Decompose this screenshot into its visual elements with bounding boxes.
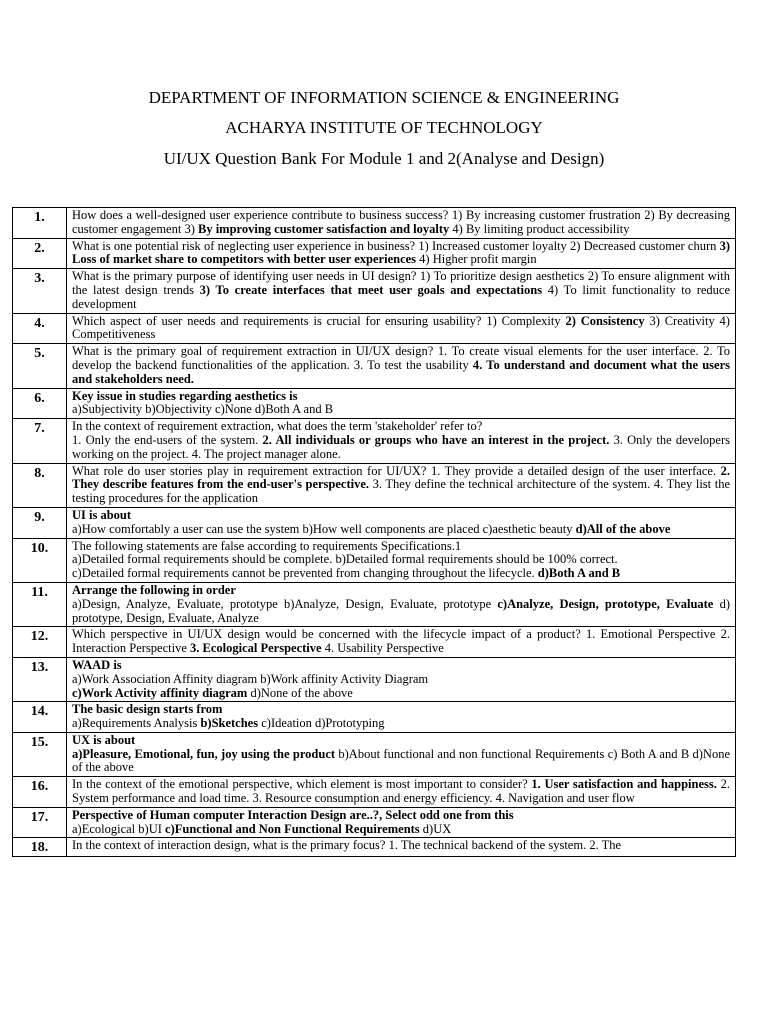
table-row — [13, 208, 736, 239]
question-text — [67, 269, 736, 313]
question-segment: c)Detailed formal requirements cannot be prevented from changing throughout the lifecycle. — [72, 566, 538, 581]
question-text — [67, 419, 736, 463]
question-segment: a)How comfortably a user can use the system b)How well components are placed c)aesthetic beauty — [72, 521, 576, 536]
question-text — [67, 344, 736, 388]
table-row — [13, 538, 736, 582]
question-segment: In the context of the emotional perspective, which element is most important to consider? — [72, 777, 532, 792]
answer-bold-text: d)Both A and B — [537, 566, 621, 581]
answer-bold-text: WAAD is — [72, 657, 122, 672]
question-segment: 3. They define the technical architecture of the system. 4. They list the testing procedures for the application — [72, 477, 730, 506]
question-segment: In the context of requirement extraction, what does the term 'stakeholder' refer to? — [72, 419, 483, 434]
question-text — [67, 702, 736, 733]
question-segment: 4) By limiting product accessibility — [449, 221, 630, 236]
table-row — [13, 807, 736, 838]
answer-bold-text: d)All of the above — [575, 521, 671, 536]
question-segment: 4) Higher profit margin — [416, 252, 537, 267]
question-segment: 3) Creativity 4) Competitiveness — [72, 313, 730, 342]
question-segment: d) prototype, Design, Evaluate, Analyze — [72, 596, 730, 625]
question-segment: The following statements are false according to requirements Specifications.1 — [72, 538, 462, 553]
answer-bold-text: UI is about — [72, 507, 132, 522]
table-row — [13, 702, 736, 733]
question-number: 7. — [13, 419, 67, 463]
question-number: 15. — [13, 732, 67, 776]
question-number: 4. — [13, 313, 67, 344]
answer-bold-text: 2) Consistency — [565, 313, 645, 328]
table-row — [13, 388, 736, 419]
question-segment: a)Ecological b)UI — [72, 821, 166, 836]
question-text — [67, 463, 736, 507]
answer-bold-text: By improving customer satisfaction and loyalty — [198, 221, 450, 236]
question-segment: In the context of interaction design, what is the primary focus? 1. The technical backend of the system. 2. The — [72, 838, 622, 853]
question-table — [12, 207, 736, 857]
question-number: 6. — [13, 388, 67, 419]
answer-bold-text: 1. User satisfaction and happiness. — [531, 777, 717, 792]
question-text — [67, 582, 736, 626]
question-segment: d)None of the above — [247, 685, 353, 700]
answer-bold-text: c)Work Activity affinity diagram — [72, 685, 248, 700]
question-number: 2. — [13, 238, 67, 269]
question-segment: d)UX — [419, 821, 452, 836]
question-text — [67, 208, 736, 239]
table-row — [13, 627, 736, 658]
table-row — [13, 269, 736, 313]
question-number: 1. — [13, 208, 67, 239]
question-text — [67, 807, 736, 838]
answer-bold-text: 2. All individuals or groups who have an interest in the project. — [262, 432, 610, 447]
question-segment: Which aspect of user needs and requirements is crucial for ensuring usability? 1) Complexity — [72, 313, 566, 328]
answer-bold-text: Key issue in studies regarding aesthetics is — [72, 388, 298, 403]
table-row — [13, 463, 736, 507]
question-text — [67, 732, 736, 776]
question-segment: 4. Usability Perspective — [321, 641, 444, 656]
question-segment: 1. Only the end-users of the system. — [72, 432, 263, 447]
question-text — [67, 313, 736, 344]
question-segment: 2. System performance and load time. 3. Resource consumption and energy efficiency. 4. Navigation and user flow — [72, 777, 730, 806]
question-segment: b)About functional and non functional Requirements c) Both A and B d)None of the above — [72, 746, 730, 775]
table-row — [13, 582, 736, 626]
question-number: 8. — [13, 463, 67, 507]
answer-bold-text: a)Pleasure, Emotional, fun, joy using the product — [72, 746, 336, 761]
table-row — [13, 657, 736, 701]
answer-bold-text: c)Analyze, Design, prototype, Evaluate — [497, 596, 714, 611]
question-bank-title: UI/UX Question Bank For Module 1 and 2(Analyse and Design) — [163, 149, 605, 168]
question-number: 16. — [13, 777, 67, 808]
answer-bold-text: 3) Loss of market share to competitors with better user experiences — [72, 238, 730, 267]
question-segment: What role do user stories play in requirement extraction for UI/UX? 1. They provide a detailed design of the user interface. — [72, 463, 721, 478]
question-segment: a)Work Association Affinity diagram b)Work affinity Activity Diagram — [72, 671, 429, 686]
question-segment: 3. Only the developers working on the project. 4. The project manager alone. — [72, 432, 730, 461]
question-segment: a)Design, Analyze, Evaluate, prototype b)Analyze, Design, Evaluate, prototype — [72, 596, 498, 611]
table-row — [13, 344, 736, 388]
question-text — [67, 657, 736, 701]
question-segment: What is one potential risk of neglecting user experience in business? 1) Increased customer loyalty 2) Decreased customer churn — [72, 238, 720, 253]
question-segment: c)Ideation d)Prototyping — [258, 716, 385, 731]
answer-bold-text: The basic design starts from — [72, 702, 223, 717]
question-segment: How does a well-designed user experience contribute to business success? 1) By increasing customer frustration 2) By decreasing customer engagement 3) — [72, 208, 730, 236]
answer-bold-text: 4. To understand and document what the users and stakeholders need. — [72, 357, 731, 386]
question-text — [67, 238, 736, 269]
table-row — [13, 838, 736, 857]
question-segment: a)Detailed formal requirements should be complete. b)Detailed formal requirements should be 100% correct. — [72, 552, 618, 567]
question-number: 12. — [13, 627, 67, 658]
table-row — [13, 313, 736, 344]
question-segment: a)Requirements Analysis — [72, 716, 201, 731]
question-text — [67, 538, 736, 582]
question-text — [67, 838, 736, 857]
table-row — [13, 419, 736, 463]
department-title: DEPARTMENT OF INFORMATION SCIENCE & ENGINEERING — [148, 88, 620, 107]
question-text — [67, 507, 736, 538]
table-row — [13, 507, 736, 538]
answer-bold-text: UX is about — [72, 732, 136, 747]
question-number: 14. — [13, 702, 67, 733]
question-number: 5. — [13, 344, 67, 388]
question-segment: What is the primary purpose of identifying user needs in UI design? 1) To prioritize design aesthetics 2) To ensure alignment with the latest design trends — [72, 269, 730, 297]
table-row — [13, 732, 736, 776]
question-number: 9. — [13, 507, 67, 538]
question-number: 3. — [13, 269, 67, 313]
question-segment: a)Subjectivity b)Objectivity c)None d)Both A and B — [72, 402, 334, 417]
answer-bold-text: 3. Ecological Perspective — [190, 641, 322, 656]
answer-bold-text: b)Sketches — [200, 716, 259, 731]
question-text — [67, 388, 736, 419]
question-segment: What is the primary goal of requirement extraction in UI/UX design? 1. To create visual elements for the user interface. 2. To develop the backend functionalities of the application. 3. To test the usability — [72, 344, 730, 372]
table-row — [13, 238, 736, 269]
answer-bold-text: c)Functional and Non Functional Requirements — [165, 821, 420, 836]
answer-bold-text: Perspective of Human computer Interaction Design are..?, Select odd one from this — [72, 807, 514, 822]
question-number: 10. — [13, 538, 67, 582]
question-segment: Which perspective in UI/UX design would be concerned with the lifecycle impact of a product? 1. Emotional Perspective 2. Interaction Perspective — [72, 627, 730, 656]
question-text — [67, 627, 736, 658]
question-text — [67, 777, 736, 808]
answer-bold-text: Arrange the following in order — [72, 582, 236, 597]
answer-bold-text: 3) To create interfaces that meet user goals and expectations — [199, 282, 543, 297]
question-number: 13. — [13, 657, 67, 701]
answer-bold-text: 2. They describe features from the end-user's perspective. — [72, 463, 730, 492]
question-number: 17. — [13, 807, 67, 838]
question-segment: 4) To limit functionality to reduce development — [72, 282, 731, 311]
question-number: 11. — [13, 582, 67, 626]
table-row — [13, 777, 736, 808]
question-number: 18. — [13, 838, 67, 857]
institute-title: ACHARYA INSTITUTE OF TECHNOLOGY — [225, 118, 543, 137]
